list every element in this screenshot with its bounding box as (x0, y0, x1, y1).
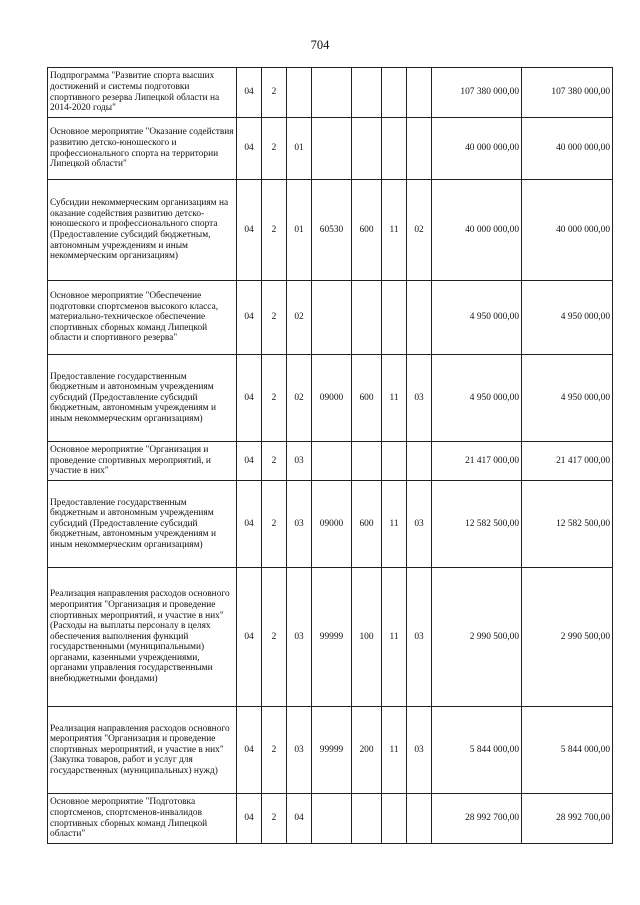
code-expense-type (352, 794, 382, 844)
table-row (48, 118, 613, 180)
code-expense-type (352, 442, 382, 481)
code-department: 11 (382, 707, 407, 794)
code-expense-type: 200 (352, 707, 382, 794)
code-activity: 03 (287, 568, 312, 707)
code-section: 04 (237, 68, 262, 118)
code-expense-type: 600 (352, 481, 382, 568)
row-description: Подпрограмма "Развитие спорта высших достижений и системы подготовки спортивного резерва Липецкой области на 2014-2020 годы" (48, 68, 237, 118)
code-activity: 02 (287, 355, 312, 442)
amount-year-1: 40 000 000,00 (432, 118, 522, 180)
code-activity: 03 (287, 481, 312, 568)
amount-year-2: 40 000 000,00 (522, 180, 613, 281)
table-row (48, 707, 613, 794)
code-subprogram: 2 (262, 180, 287, 281)
code-direction: 99999 (312, 568, 352, 707)
page-number: 704 (310, 38, 330, 52)
code-direction: 09000 (312, 355, 352, 442)
amount-year-2: 40 000 000,00 (522, 118, 613, 180)
amount-year-1: 5 844 000,00 (432, 707, 522, 794)
code-subsection (407, 118, 432, 180)
code-section: 04 (237, 794, 262, 844)
row-description: Предоставление государственным бюджетным и автономным учреждениям субсидий (Предоставление субсидий бюджетным, автономным учреждениям и иным некоммерческим организациям) (48, 355, 237, 442)
code-direction (312, 68, 352, 118)
code-direction (312, 118, 352, 180)
code-department (382, 442, 407, 481)
row-description: Основное мероприятие "Подготовка спортсменов, спортсменов-инвалидов спортивных сборных команд Липецкой области" (48, 794, 237, 844)
amount-year-1: 28 992 700,00 (432, 794, 522, 844)
table-row (48, 355, 613, 442)
table-row (48, 180, 613, 281)
table-row (48, 442, 613, 481)
code-subprogram: 2 (262, 281, 287, 355)
code-direction (312, 281, 352, 355)
code-department: 11 (382, 355, 407, 442)
amount-year-2: 21 417 000,00 (522, 442, 613, 481)
code-subprogram: 2 (262, 442, 287, 481)
code-expense-type (352, 118, 382, 180)
code-department (382, 794, 407, 844)
row-description: Основное мероприятие "Организация и проведение спортивных мероприятий, и участие в них" (48, 442, 237, 481)
code-subsection: 03 (407, 481, 432, 568)
row-description: Основное мероприятие "Оказание содействия развитию детско-юношеского и профессионального спорта на территории Липецкой области" (48, 118, 237, 180)
code-expense-type (352, 281, 382, 355)
row-description: Предоставление государственным бюджетным и автономным учреждениям субсидий (Предоставление субсидий бюджетным, автономным учреждениям и иным некоммерческим организациям) (48, 481, 237, 568)
amount-year-2: 4 950 000,00 (522, 281, 613, 355)
table-row (48, 794, 613, 844)
code-department: 11 (382, 568, 407, 707)
code-section: 04 (237, 281, 262, 355)
amount-year-1: 107 380 000,00 (432, 68, 522, 118)
amount-year-2: 12 582 500,00 (522, 481, 613, 568)
code-expense-type (352, 68, 382, 118)
table-row (48, 68, 613, 118)
amount-year-2: 4 950 000,00 (522, 355, 613, 442)
code-subsection: 03 (407, 355, 432, 442)
code-activity: 01 (287, 118, 312, 180)
code-direction: 60530 (312, 180, 352, 281)
code-direction: 09000 (312, 481, 352, 568)
table-row (48, 481, 613, 568)
row-description: Субсидии некоммерческим организациям на оказание содействия развитию детско-юношеского и профессионального спорта (Предоставление субсидий бюджетным, автономным учреждениям и иным некоммерческим организациям) (48, 180, 237, 281)
code-subsection (407, 68, 432, 118)
code-subprogram: 2 (262, 118, 287, 180)
code-subsection: 03 (407, 568, 432, 707)
code-department (382, 118, 407, 180)
code-subprogram: 2 (262, 68, 287, 118)
amount-year-1: 21 417 000,00 (432, 442, 522, 481)
row-description: Основное мероприятие "Обеспечение подготовки спортсменов высокого класса, материально-техническое обеспечение спортивных сборных команд Липецкой области и спортивного резерва" (48, 281, 237, 355)
amount-year-1: 40 000 000,00 (432, 180, 522, 281)
code-section: 04 (237, 568, 262, 707)
code-section: 04 (237, 481, 262, 568)
code-direction (312, 794, 352, 844)
code-subprogram: 2 (262, 794, 287, 844)
code-subsection: 02 (407, 180, 432, 281)
code-section: 04 (237, 442, 262, 481)
code-direction (312, 442, 352, 481)
code-department (382, 68, 407, 118)
code-subsection (407, 442, 432, 481)
table-body (48, 68, 613, 844)
code-expense-type: 600 (352, 355, 382, 442)
table-row (48, 281, 613, 355)
row-description: Реализация направления расходов основного мероприятия "Организация и проведение спортивных мероприятий, и участие в них" (Расходы на выплаты персоналу в целях обеспечения выполнения функций государственными (муниципальными) органами, казенными учреждениями, органами управления государственными внебюджетными фондами) (48, 568, 237, 707)
code-subsection (407, 281, 432, 355)
budget-table (47, 67, 613, 844)
amount-year-2: 2 990 500,00 (522, 568, 613, 707)
code-section: 04 (237, 355, 262, 442)
code-expense-type: 600 (352, 180, 382, 281)
code-activity: 01 (287, 180, 312, 281)
code-section: 04 (237, 180, 262, 281)
code-department (382, 281, 407, 355)
amount-year-2: 28 992 700,00 (522, 794, 613, 844)
amount-year-2: 5 844 000,00 (522, 707, 613, 794)
code-section: 04 (237, 707, 262, 794)
code-subprogram: 2 (262, 568, 287, 707)
code-direction: 99999 (312, 707, 352, 794)
code-subprogram: 2 (262, 707, 287, 794)
amount-year-1: 12 582 500,00 (432, 481, 522, 568)
code-subprogram: 2 (262, 481, 287, 568)
code-subsection (407, 794, 432, 844)
amount-year-1: 4 950 000,00 (432, 281, 522, 355)
amount-year-2: 107 380 000,00 (522, 68, 613, 118)
code-subsection: 03 (407, 707, 432, 794)
code-subprogram: 2 (262, 355, 287, 442)
code-activity: 03 (287, 442, 312, 481)
row-description: Реализация направления расходов основного мероприятия "Организация и проведение спортивных мероприятий, и участие в них" (Закупка товаров, работ и услуг для государственных (муниципальных) нужд) (48, 707, 237, 794)
table-row (48, 568, 613, 707)
code-activity (287, 68, 312, 118)
code-activity: 04 (287, 794, 312, 844)
code-department: 11 (382, 180, 407, 281)
code-activity: 02 (287, 281, 312, 355)
code-department: 11 (382, 481, 407, 568)
amount-year-1: 2 990 500,00 (432, 568, 522, 707)
code-activity: 03 (287, 707, 312, 794)
code-expense-type: 100 (352, 568, 382, 707)
code-section: 04 (237, 118, 262, 180)
amount-year-1: 4 950 000,00 (432, 355, 522, 442)
